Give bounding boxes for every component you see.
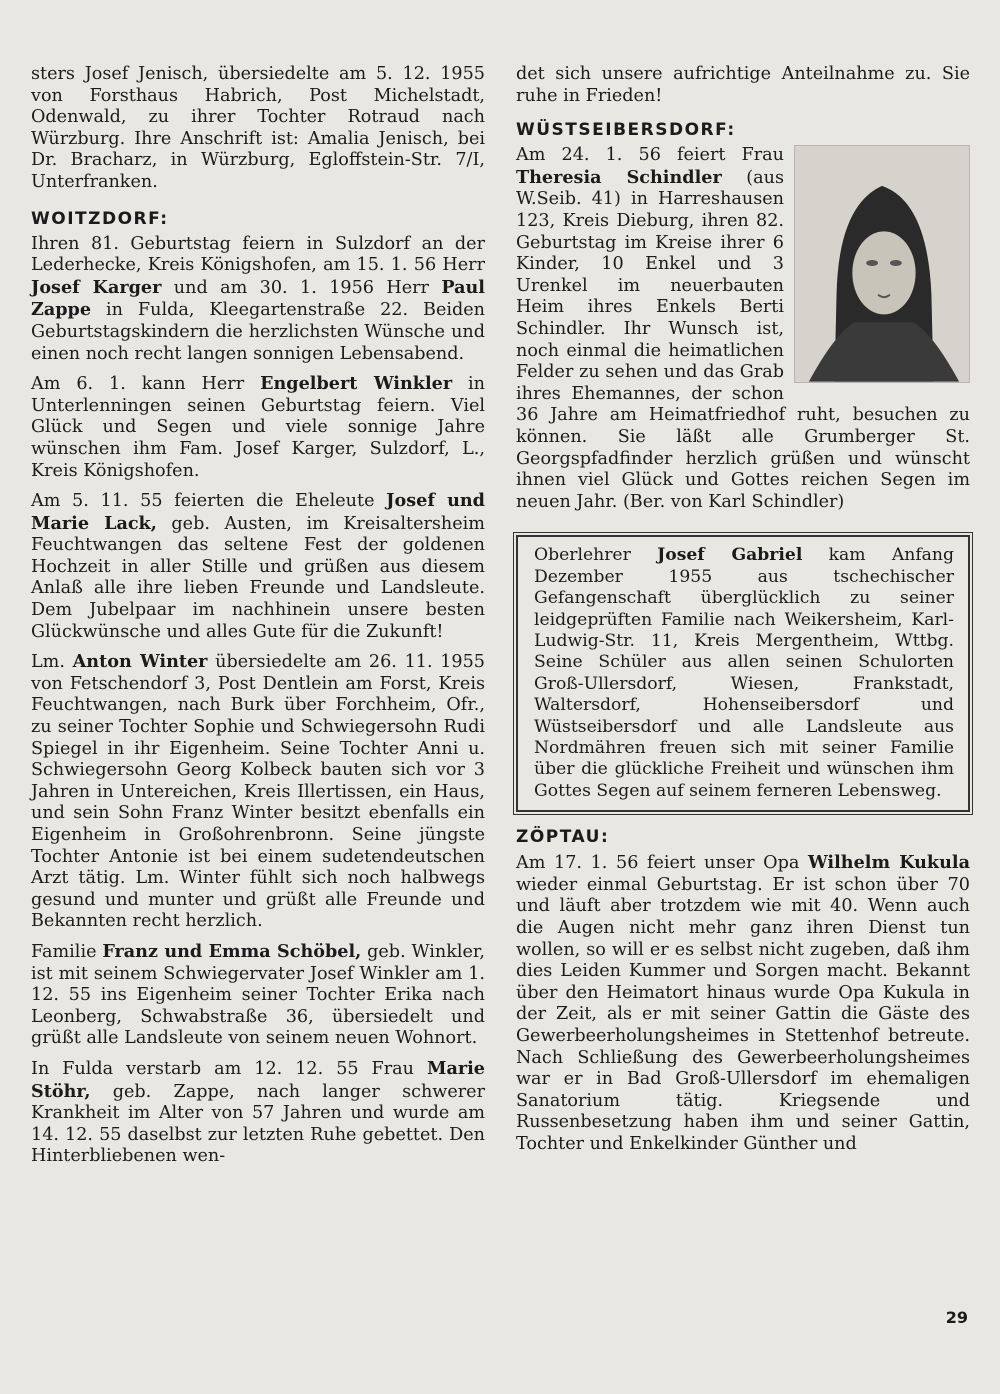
paragraph-schoebel: Familie Franz und Emma Schöbel, geb. Winkler, ist mit seinem Schwiegervater Josef Winkler am 1. 12. 55 ins Eigenheim seiner Tochter Erika nach Leonberg, Schwabstraße 36, übersiedelt und grüßt alle Landsleute von seinem neuen Wohnort.: [31, 940, 486, 1049]
boxed-notice-text: Oberlehrer Josef Gabriel kam Anfang Dezember 1955 aus tschechischer Gefangenschaft überglücklich zu seiner leidgeprüften Familie nach Weikersheim, Karl-Ludwig-Str. 11, Kreis Mergentheim, Wttbg. Seine Schüler aus allen seinen Schulorten Groß-Ullersdorf, Wiesen, Frankstadt, Waltersdorf, Hohenseibersdorf und Wüstseibersdorf und alle Landsleute aus Nordmähren freuen sich mit seiner Familie über die glückliche Freiheit und wünschen ihm Gottes Segen auf seinem ferneren Lebensweg.: [534, 545, 954, 801]
left-column: [31, 64, 485, 1176]
section-heading-zoeptau: ZÖPTAU:: [516, 827, 610, 848]
paragraph-stoehr: In Fulda verstarb am 12. 12. 55 Frau Marie Stöhr, geb. Zappe, nach langer schwerer Krankheit im Alter von 57 Jahren und wurde am 14. 12. 55 daselbst zur letzten Ruhe gebettet. Den Hinterbliebenen wen-: [31, 1057, 485, 1167]
section-heading-woitzdorf: WOITZDORF:: [31, 208, 169, 229]
continued-paragraph: sters Josef Jenisch, übersiedelte am 5. 12. 1955 von Forsthaus Habrich, Post Michelstadt, Odenwald, zu ihrer Tochter Rotraud nach Würzburg. Ihre Anschrift ist: Amalia Jenisch, bei Dr. Bracharz, in Würzburg, Egloffstein-Str. 7/I, Unterfranken.: [31, 64, 485, 192]
paragraph-schindler: Am 24. 1. 56 feiert Frau Theresia Schindler (aus W.Seib. 41) in Harreshausen 123, Kreis Dieburg, ihren 82. Geburtstag im Kreise ihrer 6 Kinder, 10 Enkel und 3 Urenkel im neuerbauten Heim ihres Enkels Berti Schindler. Ihr Wunsch ist, noch einmal die heimatlichen Felder zu sehen und das Grab ihres Ehemannes, der schon 36 Jahre am Heimatfriedhof ruht, besuchen zu können. Sie läßt alle Grumberger St. Georgspfadfinder herzlich grüßen und wünscht ihnen viel Glück und Gottes reichen Segen im neuen Jahr. (Ber. von Karl Schindler): [516, 145, 970, 512]
paragraph-kukula: Am 17. 1. 56 feiert unser Opa Wilhelm Kukula wieder einmal Geburtstag. Er ist schon über 70 und läuft aber trotzdem wie mit 40. Wenn auch die Augen nicht mehr ganz ihren Dienst tun wollen, so will er es selbst nicht zugeben, daß ihm dies Leiden Kummer und Sorgen macht. Bekannt über den Heimatort hinaus wurde Opa Kukula in der Zeit, als er mit seiner Gattin die Gäste des Gewerbeerholungsheimes in Stettenhof betreute. Nach Schließung des Gewerbeerholungsheimes war er in Bad Groß-Ullersdorf im ehemaligen Sanatorium tätig. Kriegsende und Russenbesetzung haben ihm und seiner Gattin, Tochter und Enkelkinder Günther und: [516, 852, 970, 1154]
paragraph-winkler: Am 6. 1. kann Herr Engelbert Winkler in Unterlenningen seinen Geburtstag feiern. Viel Glück und Segen und viele sonnige Jahre wünschen ihm Fam. Josef Karger, Sulzdorf, L., Kreis Königshofen.: [31, 373, 485, 481]
section-heading-wuestseibersdorf: WÜSTSEIBERSDORF:: [516, 120, 736, 141]
boxed-notice-gabriel: [516, 535, 970, 812]
paragraph-lack: Am 5. 11. 55 feierten die Eheleute Josef und Marie Lack, geb. Austen, im Kreisaltersheim Feuchtwangen das seltene Fest der goldenen Hochzeit in aller Stille und grüßen aus diesem Anlaß alle ihre lieben Freunde und Landsleute. Dem Jubelpaar im nachhinein unsere besten Glückwünsche und alles Gute für die Zukunft!: [31, 490, 485, 642]
paragraph-winter: Lm. Anton Winter übersiedelte am 26. 11. 1955 von Fetschendorf 3, Post Dentlein am Forst, Kreis Feuchtwangen, nach Burk über Forchheim, Ofr., zu seiner Tochter Sophie und Schwiegersohn Rudi Spiegel in ihr Eigenheim. Seine Tochter Anni u. Schwiegersohn Georg Kolbeck bauten sich vor 3 Jahren in Untereichen, Kreis Illertissen, ein Haus, und sein Sohn Franz Winter besitzt ebenfalls ein Eigenheim in Großohrenbronn. Seine jüngste Tochter Antonie ist bei einem sudetendeutschen Arzt tätig. Lm. Winter fühlt sich noch halbwegs gesund und munter und grüßt alle Freunde und Bekannten recht herzlich.: [31, 651, 485, 932]
continued-paragraph: det sich unsere aufrichtige Anteilnahme zu. Sie ruhe in Frieden!: [516, 64, 970, 106]
portrait-photo-illustration: [795, 146, 969, 382]
portrait-photo: [794, 145, 970, 383]
page-number: 29: [945, 1308, 968, 1327]
paragraph-karger-zappe: Ihren 81. Geburtstag feiern in Sulzdorf an der Lederhecke, Kreis Königshofen, am 15. 1. 56 Herr Josef Karger und am 30. 1. 1956 Herr Paul Zappe in Fulda, Kleegartenstraße 22. Beiden Geburtstagskindern die herzlichsten Wünsche und einen noch recht langen sonnigen Lebensabend.: [31, 233, 485, 364]
right-column: [516, 64, 970, 1163]
